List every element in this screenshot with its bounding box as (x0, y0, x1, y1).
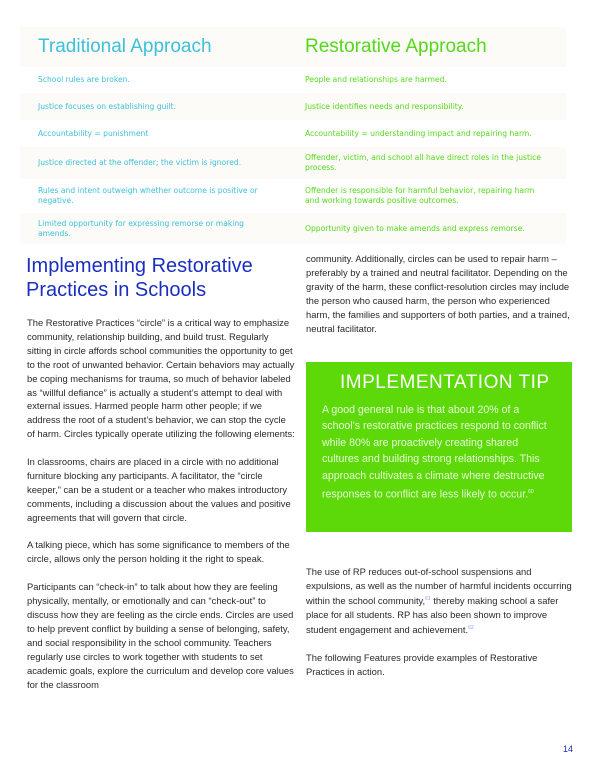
right-column-text-bottom (306, 565, 574, 692)
traditional-cell: Limited opportunity for expressing remorse or making amends. (20, 213, 293, 244)
restorative-cell: Accountability = understanding impact and repairing harm. (305, 128, 532, 138)
traditional-cell: School rules are broken. (38, 75, 130, 84)
traditional-cell: Accountability = punishment (38, 128, 149, 138)
comparison-table (20, 27, 566, 244)
restorative-cell: Offender is responsible for harmful behavior, repairing harm and working towards positive outcomes. (305, 186, 535, 205)
footnote-reference[interactable]: 61 (425, 595, 431, 602)
section-title: Implementing Restorative Practices in Schools (26, 255, 253, 301)
footnote-reference[interactable]: 60 (528, 489, 534, 496)
tip-body-text: A good general rule is that about 20% of a school’s restorative practices respond to conflict while 80% are proactively creating shared cultures and building strong relationships. This approach cultivates a climate where destructive responses to conflict are less likely to occur. (322, 404, 547, 501)
table-row (20, 213, 566, 244)
restorative-approach-heading: Restorative Approach (293, 27, 566, 67)
table-header-row (20, 27, 566, 67)
tip-body (322, 402, 558, 503)
traditional-cell: Justice focuses on establishing guilt. (20, 93, 293, 120)
restorative-cell: People and relationships are harmed. (305, 75, 447, 84)
traditional-cell: Rules and intent outweigh whether outcome is positive or negative. (38, 186, 258, 205)
table-row (20, 147, 566, 179)
table-row (20, 120, 566, 147)
tip-title: IMPLEMENTATION TIP (340, 372, 550, 393)
right-column-text-top (306, 252, 574, 349)
body-paragraph (306, 565, 574, 637)
traditional-cell: Justice directed at the offender; the victim is ignored. (20, 147, 293, 179)
body-text: thereby making school a safer place for all students. RP has also been shown to improve student engagement and achievement. (306, 594, 559, 635)
left-column-text (27, 316, 295, 705)
restorative-cell: Opportunity given to make amends and express remorse. (293, 213, 566, 244)
implementation-tip-box (306, 362, 572, 532)
traditional-approach-heading: Traditional Approach (20, 27, 293, 67)
restorative-cell: Justice identifies needs and responsibility. (293, 93, 566, 120)
footnote-reference[interactable]: 62 (468, 624, 474, 631)
body-paragraph: Participants can “check-in” to talk about how they are feeling physically, mentally, or emotionally and can “check-out” to discuss how they are feeling as the circle ends. Circles are used to help prevent conflict by building a sense of belonging, safety, and social responsibility in the school community. Teachers regularly use circles to work together with students to set academic goals, explore the curriculum and develop core values for the classroom (27, 581, 294, 690)
body-paragraph: community. Additionally, circles can be used to repair harm – preferably by a trained and neutral facilitator. Depending on the gravity of the harm, these conflict-resolution circles may include the person who caused harm, the person who experienced harm, the families and supporters of both parties, and a trained, neutral facilitator. (306, 253, 570, 334)
table-row (20, 179, 566, 213)
page-number: 14 (563, 744, 574, 754)
body-paragraph: A talking piece, which has some significance to members of the circle, allows only the person holding it the right to speak. (27, 539, 290, 565)
restorative-cell: Offender, victim, and school all have direct roles in the justice process. (293, 147, 566, 179)
table-row (20, 93, 566, 120)
body-paragraph: The Restorative Practices “circle” is a critical way to emphasize community, relationship building, and build trust. Regularly sitting in circle affords school communities the opportunity to get to the root of unwanted behavior. Certain behaviors may actually be coping mechanisms for trauma, so much of behavior labeled as “willful defiance” is actually a student’s attempt to deal with external issues. Harmed people harm other people; if we address the root of a student’s behavior, we can stop the cycle of harm. Circles typically operate utilizing the following elements: (27, 317, 295, 440)
body-paragraph: The following Features provide examples of Restorative Practices in action. (306, 651, 538, 677)
table-row (20, 67, 566, 93)
body-paragraph: In classrooms, chairs are placed in a circle with no additional furniture blocking any participants. A facilitator, the “circle keeper,” can be a student or a teacher who makes introductory comments, including a discussion about the values and positive agreements that will govern that circle. (27, 456, 291, 523)
body-text: The use of RP reduces out-of-school suspensions and expulsions, as well as the number of harmful incidents occurring within the school community, (306, 566, 572, 606)
